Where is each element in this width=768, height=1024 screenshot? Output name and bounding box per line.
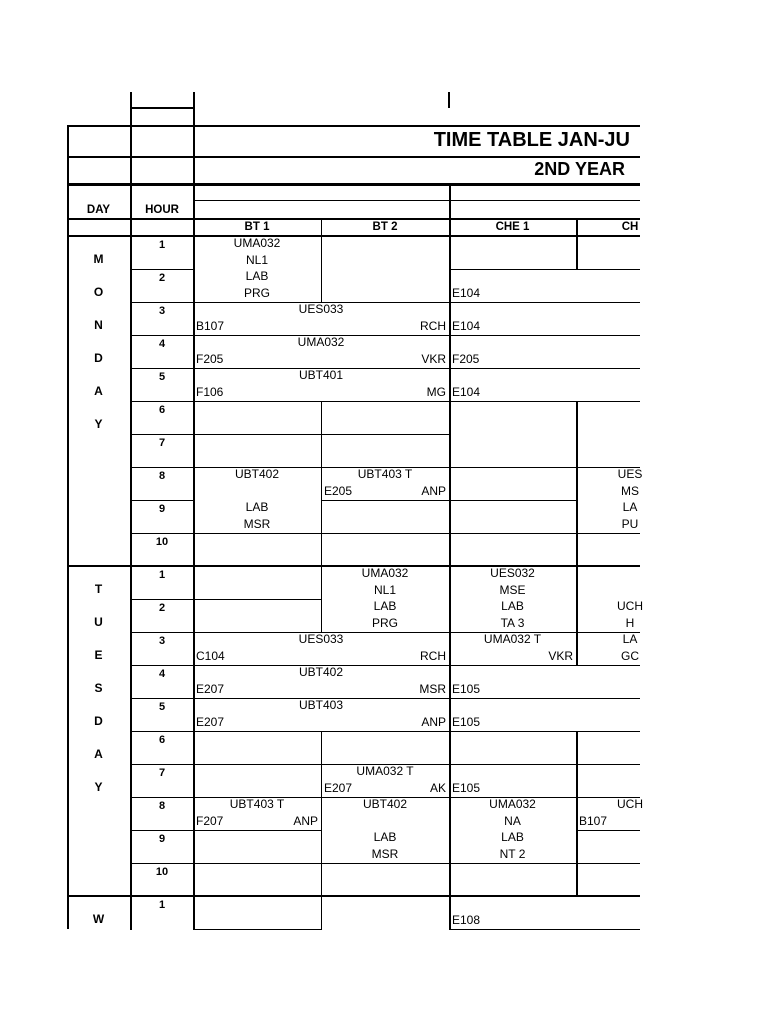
column-header-bt-1: BT 1: [244, 221, 270, 233]
hour-rule-tuesday: [130, 632, 193, 633]
timetable-entry: RCH: [420, 648, 446, 663]
cell-rule-tue: [193, 863, 640, 864]
che-divider-wednesday: [449, 896, 451, 929]
bt2-border-wed: [321, 896, 322, 930]
day-letter-tuesday: Y: [94, 780, 103, 794]
timetable-entry: LAB: [373, 599, 397, 613]
day-letter-wednesday: W: [92, 912, 105, 926]
column-header-che-1: CHE 1: [495, 221, 530, 233]
day-separator-tuesday: [67, 565, 640, 567]
timetable-entry: UBT403 T: [357, 467, 413, 481]
hour-tuesday-5: 5: [158, 701, 166, 713]
timetable-entry: F205: [196, 351, 224, 366]
hour-tuesday-9: 9: [158, 833, 166, 845]
hour-rule-monday: [130, 269, 193, 270]
timetable-entry: TA 3: [500, 615, 525, 630]
hour-rule-tuesday: [130, 764, 193, 765]
timetable-entry: F207: [196, 813, 224, 828]
hour-rule-monday: [130, 467, 193, 468]
page-subtitle: 2ND YEAR: [534, 159, 625, 179]
page-title: TIME TABLE JAN-JU: [433, 129, 630, 151]
hour-tuesday-3: 3: [158, 635, 166, 647]
timetable-entry: F106: [196, 384, 224, 399]
title-top-rule: [67, 125, 640, 127]
header-ch-divider: [576, 218, 578, 236]
hour-monday-2: 2: [158, 272, 166, 284]
day-letter-tuesday: T: [94, 582, 103, 596]
day-letter-tuesday: D: [94, 714, 103, 728]
hour-rule-monday: [130, 533, 193, 534]
hour-tuesday-8: 8: [158, 800, 166, 812]
timetable-entry: UES033: [298, 302, 344, 316]
hour-rule-monday: [130, 335, 193, 336]
left-border-header: [67, 125, 69, 236]
hour-monday-8: 8: [158, 470, 166, 482]
timetable-entry: E207: [196, 681, 225, 696]
timetable-entry: UMA032: [361, 566, 409, 580]
cell-rule-mon: [193, 434, 449, 435]
timetable-entry: LAB: [373, 830, 397, 844]
hour-rule-tuesday: [130, 830, 193, 831]
hour-monday-1: 1: [158, 239, 166, 251]
timetable-entry: E105: [452, 780, 481, 795]
hour-rule-tuesday: [130, 665, 193, 666]
timetable-entry: MS: [621, 483, 639, 498]
hour-monday-3: 3: [158, 305, 166, 317]
timetable-entry: LA: [622, 632, 638, 646]
hour-rule-tuesday: [130, 863, 193, 864]
hour-rule-monday: [130, 368, 193, 369]
timetable-entry: MSR: [243, 516, 271, 531]
cell-rule-mon: [193, 401, 640, 402]
cell-rule-tue: [193, 698, 640, 699]
timetable-entry: E104: [452, 384, 481, 399]
header-bt-divider: [321, 218, 322, 236]
hour-wednesday-1: 1: [158, 899, 166, 911]
hour-rule-tuesday: [130, 599, 193, 600]
timetable-entry: VKR: [548, 648, 573, 663]
cell-rule-tue: [193, 665, 640, 666]
day-column-header: DAY: [86, 204, 111, 216]
bt2-border-mon-6-10: [321, 401, 322, 566]
hour-monday-4: 4: [158, 338, 166, 350]
hour-monday-7: 7: [158, 437, 166, 449]
header-tick-mark: [448, 92, 450, 108]
cell-rule-mon: [193, 368, 640, 369]
header-che-divider: [449, 185, 451, 236]
cell-rule-mon: [193, 335, 640, 336]
day-letter-monday: N: [94, 318, 103, 332]
left-border-wednesday: [67, 896, 69, 929]
day-letter-monday: D: [94, 351, 103, 365]
timetable-entry: NL1: [373, 582, 397, 597]
timetable-entry: PRG: [243, 285, 271, 300]
timetable-entry: AK: [429, 780, 446, 795]
timetable-entry: E105: [452, 681, 481, 696]
cell-rule-mon: [193, 533, 640, 534]
hour-rule-tuesday: [130, 731, 193, 732]
column-header-ch: CH: [621, 221, 639, 233]
ch-border-mon-6-10: [576, 401, 578, 566]
timetable-entry: E108: [452, 912, 481, 927]
timetable-entry: UES032: [490, 566, 535, 580]
cell-rule-tue: [193, 599, 321, 600]
day-letter-monday: O: [93, 285, 104, 299]
hour-rule-monday: [130, 434, 193, 435]
hour-rule-monday: [130, 302, 193, 303]
day-letter-monday: Y: [94, 417, 103, 431]
day-separator-wednesday: [67, 895, 640, 897]
day-letter-monday: A: [94, 384, 103, 398]
hour-rule-monday: [130, 500, 193, 501]
timetable-entry: UMA032: [233, 236, 281, 250]
hour-rule-tuesday: [130, 698, 193, 699]
day-letter-tuesday: U: [94, 615, 103, 629]
cell-rule-tue: [193, 731, 640, 732]
timetable-entry: H: [625, 615, 635, 630]
timetable-entry: B107: [579, 813, 608, 828]
subtitle-bottom-rule: [67, 183, 640, 186]
timetable-entry: NL1: [245, 252, 269, 267]
timetable-entry: UBT402: [298, 665, 344, 679]
hour-monday-6: 6: [158, 404, 166, 416]
timetable-entry: MSE: [499, 582, 526, 597]
hour-tuesday-2: 2: [158, 602, 166, 614]
timetable-entry: E205: [324, 483, 353, 498]
timetable-entry: MSR: [419, 681, 446, 696]
header-small-rule: [130, 107, 193, 109]
timetable-entry: E104: [452, 285, 481, 300]
day-separator-monday: [67, 235, 640, 237]
timetable-entry: UBT402: [234, 467, 280, 481]
timetable-entry: B107: [196, 318, 225, 333]
timetable-entry: C104: [196, 648, 225, 663]
timetable-entry: UBT403: [298, 698, 344, 712]
timetable-entry: E207: [324, 780, 353, 795]
timetable-entry: ANP: [421, 483, 446, 498]
day-letter-monday: M: [93, 252, 104, 266]
timetable-entry: RCH: [420, 318, 446, 333]
timetable-entry: UES: [617, 467, 643, 481]
timetable-entry: UMA032: [297, 335, 345, 349]
ch-border-tue-1-3: [576, 566, 578, 665]
header-mid-rule: [193, 200, 640, 201]
day-letter-tuesday: E: [94, 648, 103, 662]
day-letter-tuesday: A: [94, 747, 103, 761]
left-border-monday: [67, 236, 69, 566]
timetable-entry: UBT401: [298, 368, 344, 382]
cell-rule-wed: [449, 929, 640, 930]
timetable-entry: UMA032 T: [483, 632, 542, 646]
timetable-entry: GC: [621, 648, 639, 663]
timetable-entry: UCH: [617, 797, 643, 811]
column-header-bt-2: BT 2: [372, 221, 398, 233]
left-border-tuesday: [67, 566, 69, 896]
cell-rule-mon: [449, 269, 640, 270]
cell-rule-tue: [193, 830, 321, 831]
timetable-entry: UMA032 T: [356, 764, 414, 778]
timetable-entry: MSR: [371, 846, 399, 861]
ch-border-mon-1: [576, 236, 578, 269]
hour-monday-9: 9: [158, 503, 166, 515]
timetable-entry: NT 2: [499, 846, 526, 861]
bt2-border-tue-1-2: [321, 566, 322, 632]
timetable-entry: VKR: [421, 351, 446, 366]
hour-rule-tuesday: [130, 797, 193, 798]
hour-tuesday-1: 1: [158, 569, 166, 581]
timetable-entry: UES033: [298, 632, 344, 646]
timetable-entry: F205: [452, 351, 480, 366]
hour-monday-5: 5: [158, 371, 166, 383]
hour-tuesday-4: 4: [158, 668, 166, 680]
hour-tuesday-6: 6: [158, 734, 166, 746]
hour-tuesday-10: 10: [155, 866, 169, 878]
cell-rule-mon: [321, 500, 576, 501]
hour-column-header: HOUR: [145, 204, 179, 216]
bt2-border-tue-6-10: [321, 731, 322, 896]
ch-border-tue-6-10: [576, 731, 578, 896]
timetable-entry: UBT402: [362, 797, 408, 811]
hour-monday-10: 10: [155, 536, 169, 548]
timetable-entry: LAB: [245, 500, 269, 514]
timetable-entry: UBT403 T: [229, 797, 285, 811]
header-columns-rule: [67, 218, 640, 220]
timetable-entry: ANP: [421, 714, 446, 729]
timetable-entry: UCH: [617, 599, 643, 613]
cell-rule-tue: [193, 764, 640, 765]
timetable-entry: MG: [426, 384, 446, 399]
cell-rule-tue: [576, 830, 640, 831]
timetable-entry: PU: [621, 516, 639, 531]
timetable-entry: LAB: [501, 599, 524, 613]
timetable-entry: E207: [196, 714, 225, 729]
timetable-entry: E105: [452, 714, 481, 729]
timetable-entry: UMA032: [489, 797, 536, 811]
timetable-entry: PRG: [371, 615, 399, 630]
hour-tuesday-7: 7: [158, 767, 166, 779]
timetable-entry: ANP: [293, 813, 318, 828]
day-letter-tuesday: S: [94, 681, 103, 695]
timetable-entry: NA: [504, 813, 521, 828]
timetable-entry: LA: [622, 500, 638, 514]
timetable-entry: E104: [452, 318, 481, 333]
bt2-border-mon-1-2: [321, 236, 322, 302]
hour-rule-monday: [130, 401, 193, 402]
cell-rule-mon: [193, 302, 640, 303]
cell-rule-wed: [193, 929, 321, 930]
cell-rule-tue: [193, 632, 640, 633]
timetable-entry: LAB: [501, 830, 524, 844]
timetable-entry: LAB: [245, 269, 269, 283]
